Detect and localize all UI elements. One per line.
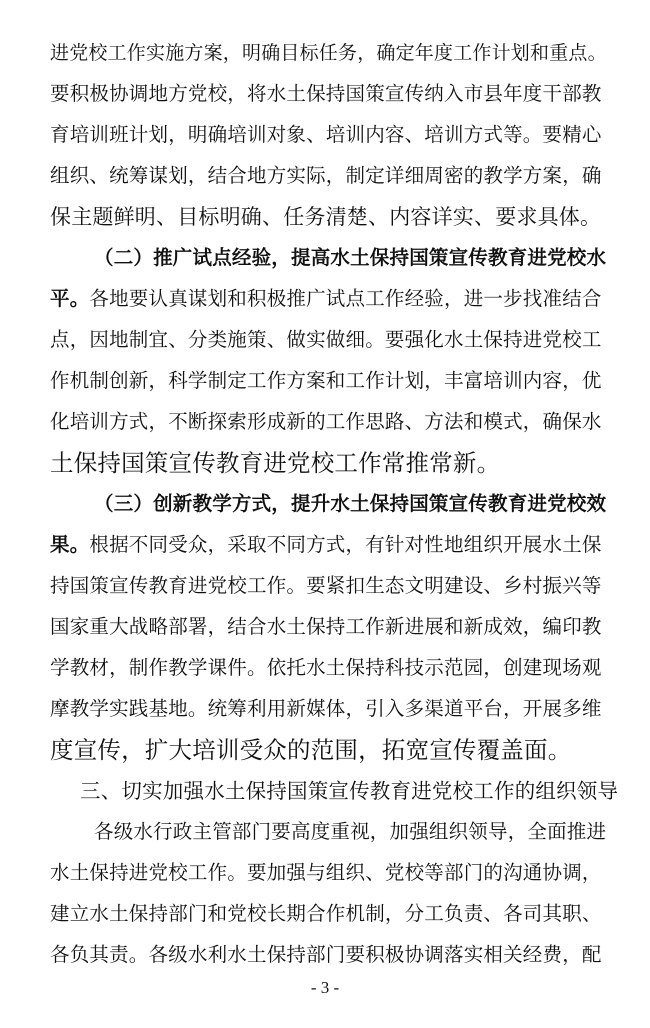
body-line — [50, 940, 610, 970]
line-text: 各级水行政主管部门要高度重视，加强组织领导，全面推进 — [94, 820, 607, 843]
body-line — [50, 366, 610, 396]
body-line — [50, 858, 610, 888]
line-text: 作机制创新，科学制定工作方案和工作计划，丰富培训内容，优 — [50, 369, 602, 392]
body-line — [94, 817, 610, 847]
body-line — [50, 653, 610, 683]
line-text: 持国策宣传教育进党校工作。要紧扣生态文明建设、乡村振兴等 — [50, 574, 602, 597]
body-line — [50, 161, 610, 191]
body-line — [50, 571, 610, 601]
body-line — [50, 38, 610, 68]
body-line — [50, 79, 610, 109]
line-text: 国家重大战略部署，结合水土保持工作新进展和新成效，编印教 — [50, 615, 602, 638]
line-text: 摩教学实践基地。统筹利用新媒体，引入多渠道平台，开展多维 — [50, 697, 602, 720]
body-line — [50, 407, 610, 437]
line-text: 各地要认真谋划和积极推广试点工作经验，进一步找准结合 — [89, 287, 602, 310]
body-line — [50, 694, 610, 724]
line-text: 各负其责。各级水利水土保持部门要积极协调落实相关经费，配 — [50, 943, 602, 966]
bold-lead: （三）创新教学方式，提升水土保持国策宣传教育进党校效 — [94, 492, 607, 515]
line-text: 育培训班计划，明确培训对象、培训内容、培训方式等。要精心 — [50, 123, 602, 146]
line-text: 进党校工作实施方案，明确目标任务，确定年度工作计划和重点。 — [50, 42, 607, 64]
body-line — [50, 612, 610, 642]
line-text: 保主题鲜明、目标明确、任务清楚、内容详实、要求具体。 — [50, 205, 602, 229]
section-heading — [80, 776, 620, 806]
body-line — [50, 325, 610, 355]
body-line — [50, 284, 610, 314]
subheading-line — [94, 243, 610, 273]
bold-lead: 平。 — [50, 287, 90, 310]
body-line — [50, 530, 610, 560]
body-line — [50, 448, 610, 478]
body-line — [50, 202, 610, 232]
line-text: 度宣传，扩大培训受众的范围，拓宽宣传覆盖面。 — [50, 736, 572, 764]
line-text: 三、切实加强水土保持国策宣传教育进党校工作的组织领导 — [80, 779, 619, 803]
bold-lead: （二）推广试点经验，提高水土保持国策宣传教育进党校水 — [94, 246, 607, 269]
page-number: - 3 - — [310, 978, 340, 997]
bold-lead: 果。 — [50, 533, 90, 556]
line-text: 学教材，制作教学课件。依托水土保持科技示范园，创建现场观 — [50, 656, 602, 679]
body-line — [50, 899, 610, 929]
line-text: 土保持国策宣传教育进党校工作常推常新。 — [50, 449, 501, 477]
line-text: 水土保持进党校工作。要加强与组织、党校等部门的沟通协调， — [50, 861, 602, 884]
line-text: 根据不同受众，采取不同方式，有针对性地组织开展水土保 — [89, 533, 602, 556]
body-line — [50, 120, 610, 150]
line-text: 点，因地制宜、分类施策、做实做细。要强化水土保持进党校工 — [50, 328, 602, 351]
subheading-line — [94, 489, 610, 519]
body-line — [50, 735, 610, 765]
line-text: 要积极协调地方党校，将水土保持国策宣传纳入市县年度干部教 — [50, 82, 602, 105]
line-text: 建立水土保持部门和党校长期合作机制，分工负责、各司其职、 — [50, 902, 602, 925]
line-text: 化培训方式，不断探索形成新的工作思路、方法和模式，确保水 — [50, 410, 602, 433]
line-text: 组织、统筹谋划，结合地方实际，制定详细周密的教学方案，确 — [50, 164, 602, 187]
